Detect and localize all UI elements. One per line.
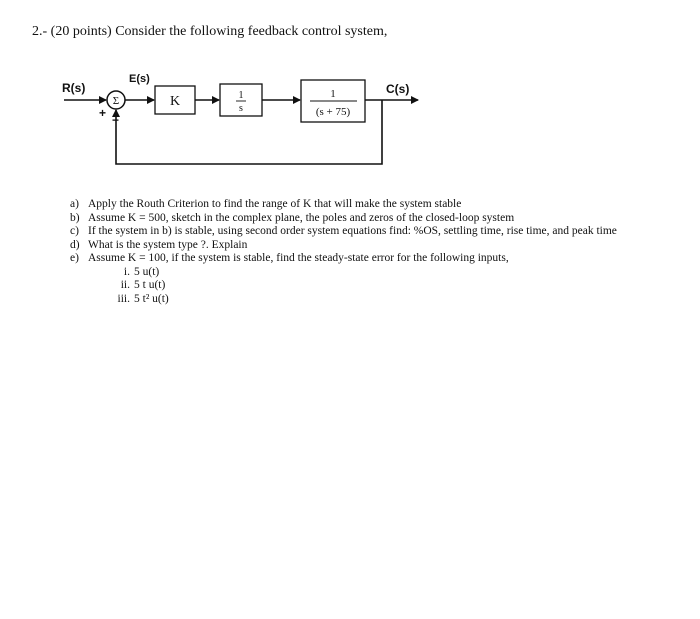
output-label: C(s) — [386, 82, 410, 96]
question-text: Apply the Routh Criterion to find the range of K that will make the system stable — [88, 198, 462, 210]
question-text: If the system in b) is stable, using second order system equations find: %OS, settling time, rise time, and peak time — [88, 225, 617, 237]
input-item-label: iii. — [117, 292, 130, 305]
input-item — [70, 279, 670, 293]
input-item-text: 5 t² u(t) — [134, 292, 169, 305]
input-item-text: 5 u(t) — [134, 265, 160, 278]
question-label: d) — [70, 238, 80, 251]
question-label: e) — [70, 252, 79, 264]
question-c — [70, 225, 670, 239]
problem-title: 2.- (20 points) Consider the following feedback control system, — [32, 24, 388, 39]
plant-numerator: 1 — [330, 88, 336, 100]
question-text: What is the system type ?. Explain — [88, 238, 248, 251]
input-item-label: ii. — [120, 279, 130, 291]
input-label: R(s) — [62, 81, 86, 95]
question-e — [70, 252, 670, 266]
question-b — [70, 212, 670, 226]
input-item — [70, 266, 670, 280]
input-item — [70, 293, 670, 307]
input-item-text: 5 t u(t) — [134, 279, 166, 291]
error-label: E(s) — [129, 73, 150, 85]
gain-label: K — [169, 94, 181, 109]
question-a — [70, 198, 670, 212]
question-label: c) — [70, 225, 79, 237]
plus-sign: + — [99, 106, 107, 120]
question-d — [70, 239, 670, 253]
sum-symbol: Σ — [112, 95, 120, 107]
plant-denominator: (s + 75) — [315, 106, 351, 118]
minus-sign: − — [112, 113, 120, 127]
input-list — [70, 266, 670, 307]
question-text: Assume K = 100, if the system is stable, find the steady-state error for the following inputs, — [88, 252, 509, 264]
question-label: b) — [70, 211, 80, 224]
input-item-label: i. — [123, 265, 130, 278]
integrator-numerator: 1 — [238, 90, 244, 101]
integrator-denominator: s — [239, 103, 243, 114]
block-diagram — [0, 0, 700, 200]
question-label: a) — [70, 198, 79, 210]
question-list — [70, 198, 670, 306]
question-text: Assume K = 500, sketch in the complex plane, the poles and zeros of the closed-loop system — [88, 211, 515, 224]
